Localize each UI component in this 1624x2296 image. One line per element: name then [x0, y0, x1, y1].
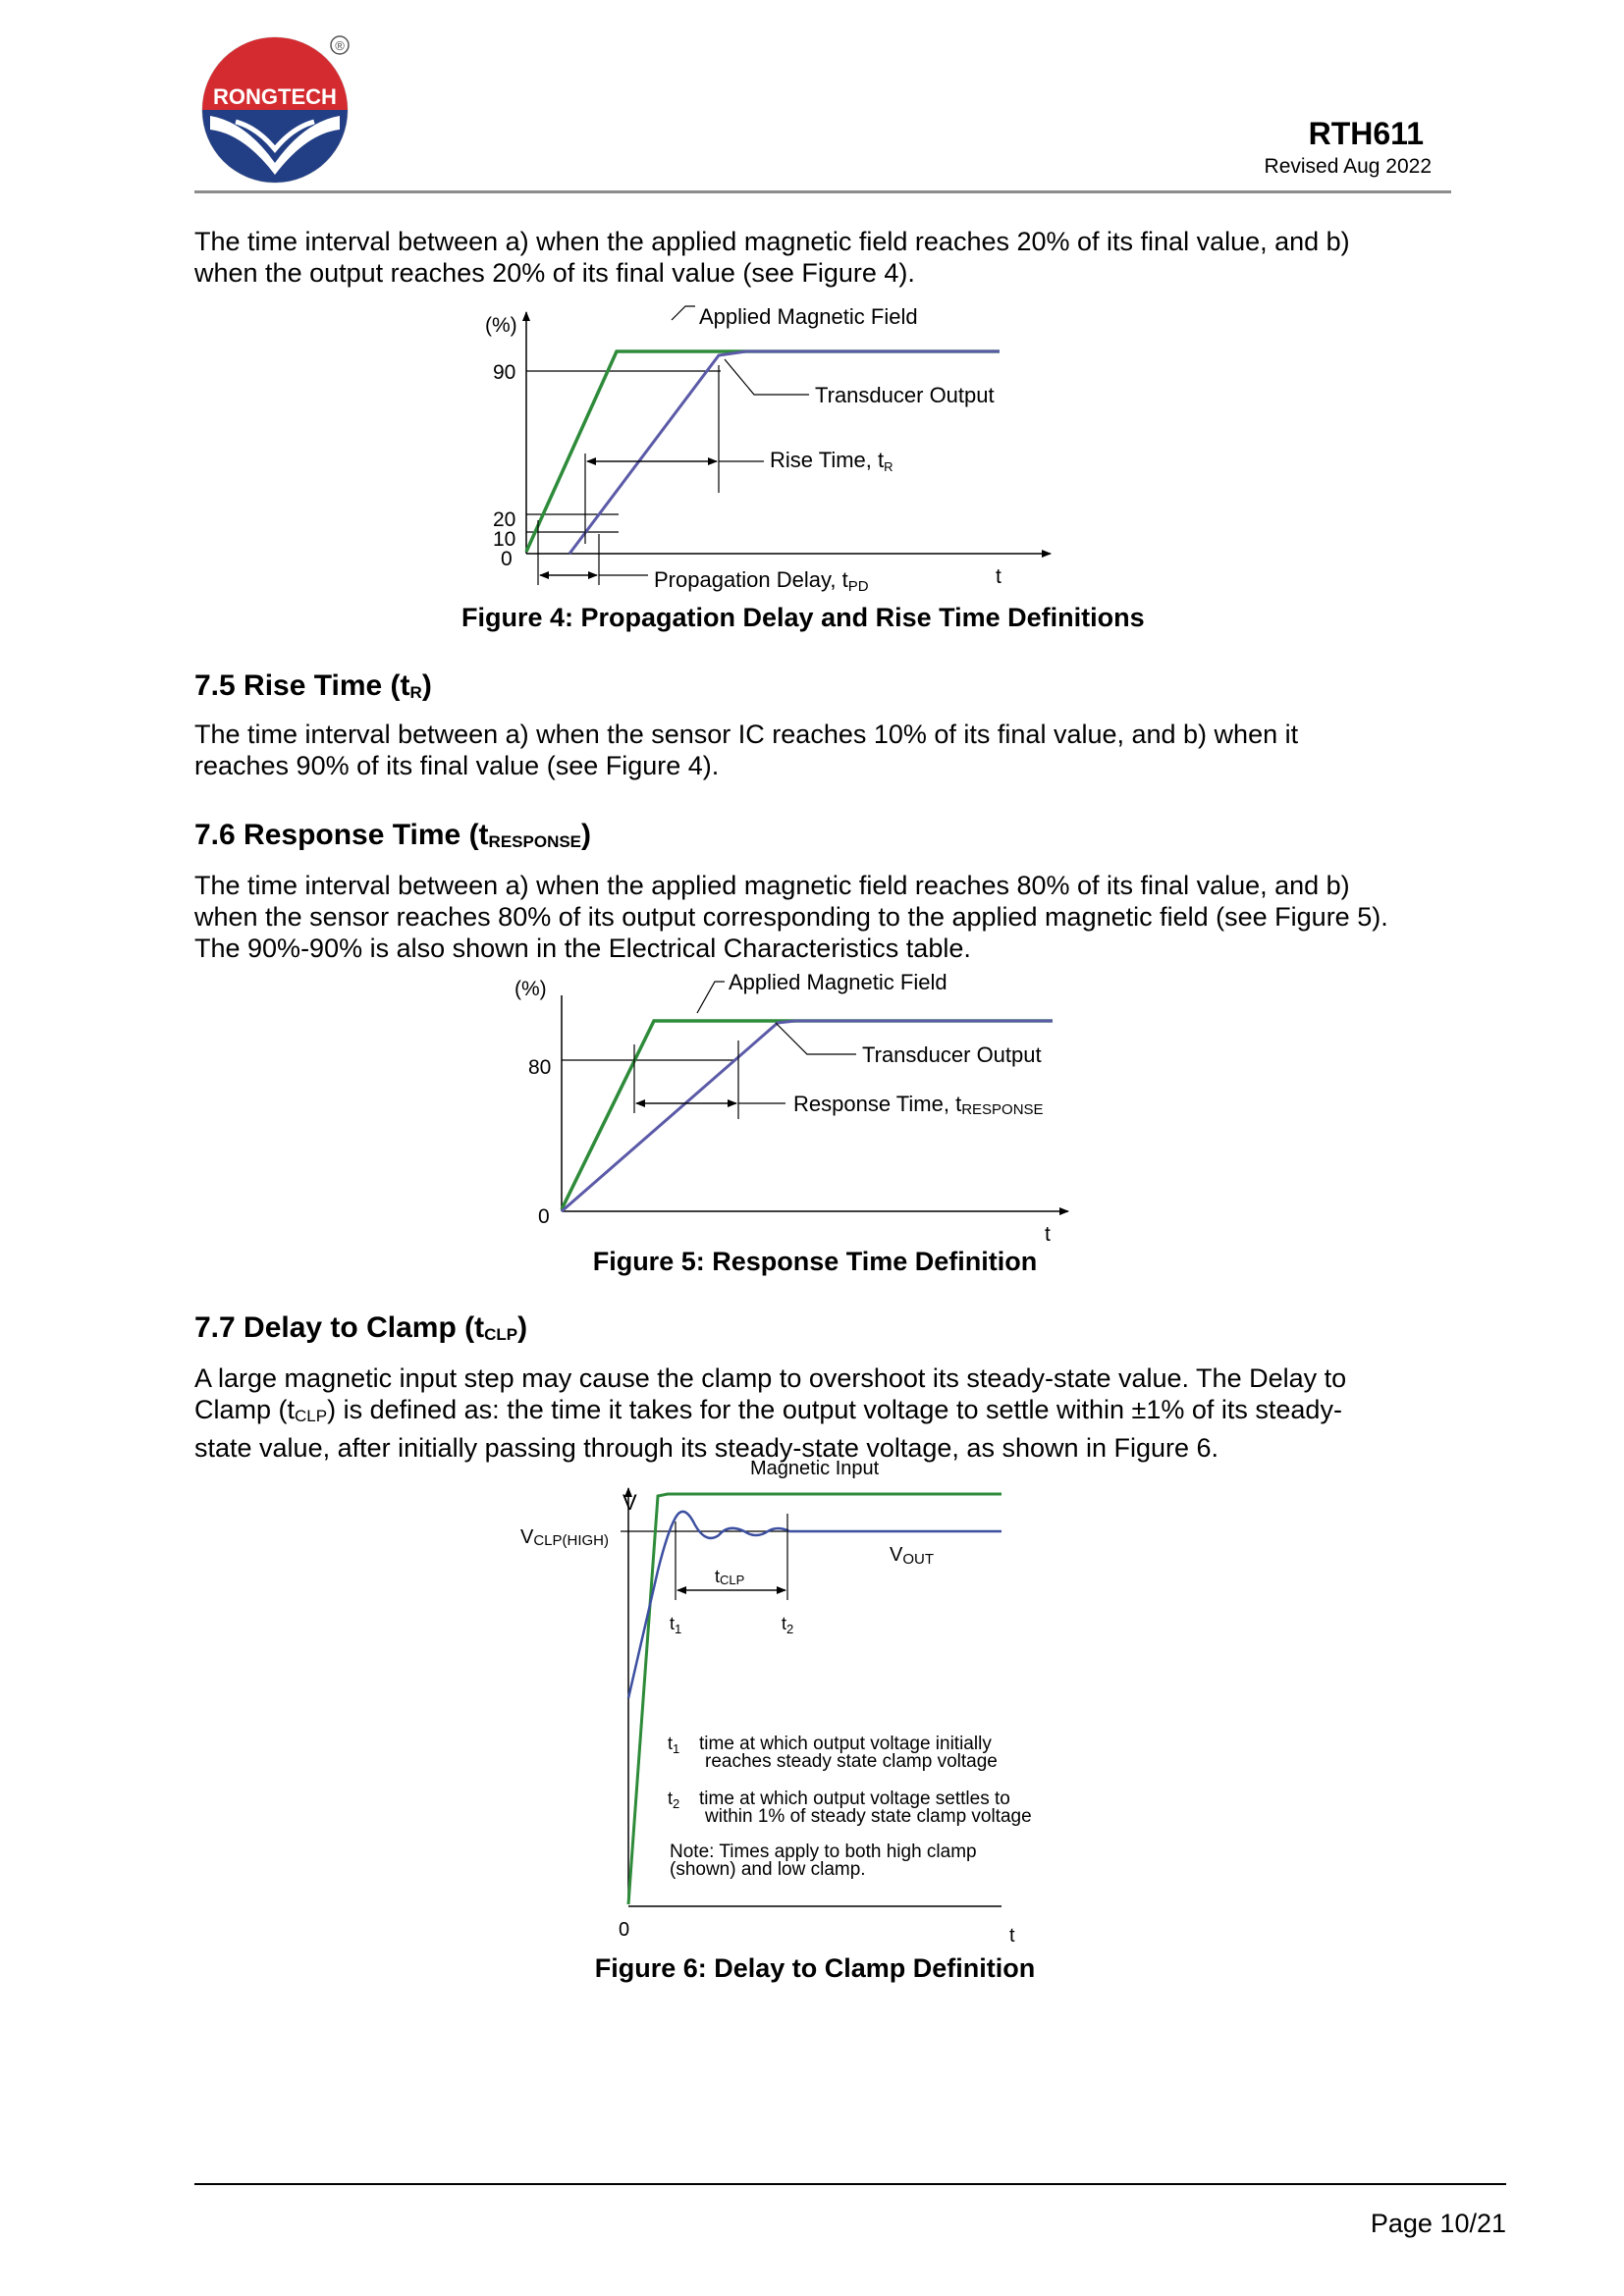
tick-80: 80 [528, 1056, 552, 1079]
t2-note-marker: $t_2$ [668, 1789, 680, 1811]
section-7-7-heading: 7.7 Delay to Clamp $(t_{CLP})$ [194, 1311, 528, 1344]
vout-label: VOUT [890, 1544, 935, 1568]
tick-10: 10 [493, 528, 516, 551]
rise-time-label: Rise Time, tR [770, 448, 893, 474]
section-7-6-heading: 7.6 Response Time $(t_{RESPONSE})$ [194, 819, 592, 851]
output-leader [725, 359, 809, 395]
section-7-6-line: when the sensor reaches 80% of its output corresponding to the applied magnetic field (see Figure 5). [194, 902, 1388, 932]
t2-note-line: within 1% of steady state clamp voltage [705, 1806, 1032, 1827]
transducer-output-label: Transducer Output [862, 1042, 1042, 1067]
x-axis-label: t [1009, 1925, 1015, 1947]
tick-0: 0 [501, 548, 513, 570]
intro-line: The time interval between a) when the applied magnetic field reaches 20% of its final value, and b) [194, 227, 1350, 256]
applied-field-curve [526, 351, 1000, 552]
response-time-label: Response Time, tRESPONSE [793, 1092, 1044, 1118]
vout-curve [628, 1512, 1001, 1698]
y-unit-label: (%) [514, 978, 547, 1000]
section-7-7-line: A large magnetic input step may cause the clamp to overshoot its steady-state value. The Delay to [194, 1363, 1347, 1393]
clamp-note-line: (shown) and low clamp. [670, 1859, 866, 1880]
registered-mark: ® [335, 38, 345, 53]
t1-note-line: time at which output voltage initially [699, 1734, 992, 1754]
tick-0: 0 [538, 1205, 550, 1228]
figure-5-caption: Figure 5: Response Time Definition [592, 1247, 1038, 1276]
section-7-7-line: Clamp $(t_{CLP})$ is defined as: the time it takes for the output voltage to settle within ±1% of its steady- [194, 1395, 1342, 1425]
t1-note-line: reaches steady state clamp voltage [705, 1751, 998, 1772]
section-7-6-paragraph [194, 870, 1461, 964]
section-7-7-paragraph [194, 1362, 1461, 1464]
y-axis-label: V [623, 1490, 637, 1515]
page-number: Page 10/21 [1370, 2209, 1506, 2238]
section-7-7-line: state value, after initially passing through its steady-state voltage, as shown in Figure 6. [194, 1433, 1219, 1463]
section-7-5-heading: 7.5 Rise Time $(t_R)$ [194, 669, 432, 702]
propagation-delay-label: Propagation Delay, tPD [654, 567, 869, 595]
origin-label: 0 [619, 1919, 630, 1941]
figure-4-caption: Figure 4: Propagation Delay and Rise Time Definitions [461, 603, 1145, 632]
footer-divider [194, 2183, 1506, 2185]
field-leader [672, 306, 695, 320]
tick-20: 20 [493, 508, 516, 531]
vclp-high-label: VCLP(HIGH) [520, 1526, 610, 1549]
x-axis-label: t [996, 565, 1001, 588]
x-axis-label: t [1045, 1223, 1051, 1246]
clamp-note-line: Note: Times apply to both high clamp [670, 1842, 977, 1862]
section-7-5-line: reaches 90% of its final value (see Figure 4). [194, 751, 720, 780]
figure-6-caption: Figure 6: Delay to Clamp Definition [594, 1953, 1036, 1983]
applied-field-label: Applied Magnetic Field [699, 304, 918, 329]
applied-field-label: Applied Magnetic Field [729, 970, 947, 994]
section-7-5-paragraph [194, 719, 1461, 781]
t2-label: $t_2$ [782, 1614, 794, 1636]
figure-6-diagram [511, 1453, 1100, 1953]
transducer-output-label: Transducer Output [815, 383, 995, 407]
section-7-5-line: The time interval between a) when the sensor IC reaches 10% of its final value, and b) when it [194, 720, 1299, 749]
intro-paragraph [194, 226, 1461, 289]
figure-4-diagram [461, 300, 1070, 605]
document-title: RTH611 [1308, 116, 1424, 151]
figure-5-diagram [501, 966, 1090, 1251]
intro-line: when the output reaches 20% of its final value (see Figure 4). [194, 258, 915, 288]
section-7-6-line: The 90%-90% is also shown in the Electrical Characteristics table. [194, 934, 971, 963]
y-unit-label: (%) [485, 314, 517, 337]
tclp-label: tCLP [715, 1567, 745, 1587]
tick-90: 90 [493, 361, 516, 384]
revision-date: Revised Aug 2022 [1264, 155, 1432, 178]
output-leader [776, 1023, 856, 1054]
section-7-6-line: The time interval between a) when the applied magnetic field reaches 80% of its final value, and b) [194, 871, 1350, 900]
header-divider [194, 190, 1451, 193]
field-leader [697, 982, 725, 1013]
logo-text: RONGTECH [213, 84, 337, 109]
t1-note-marker: $t_1$ [668, 1734, 680, 1756]
magnetic-input-label: Magnetic Input [750, 1458, 880, 1479]
t1-label: $t_1$ [670, 1614, 682, 1636]
company-logo [196, 27, 353, 185]
t2-note-line: time at which output voltage settles to [699, 1789, 1010, 1809]
